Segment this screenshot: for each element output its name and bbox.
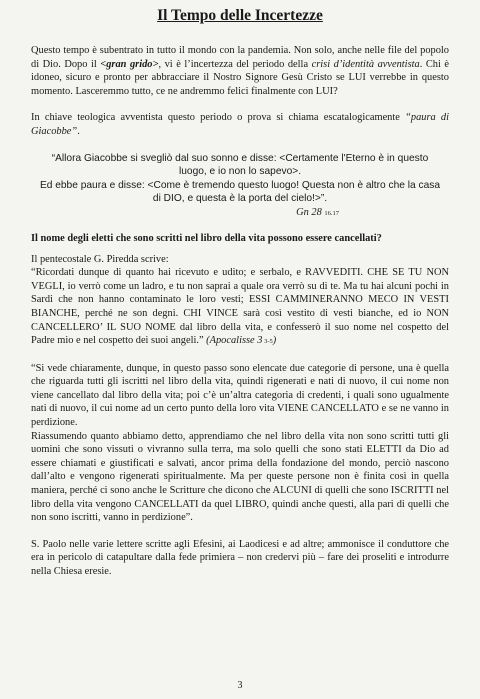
- pentecostal-intro: Il pentecostale G. Piredda scrive:: [31, 253, 169, 265]
- page-number: 3: [237, 680, 243, 691]
- gran-grido-phrase: <gran grido>: [100, 58, 159, 70]
- theology-text: In chiave teologica avventista questo periodo o prova si chiama escatalogicamente: [31, 112, 406, 124]
- genesis-book: Gn 28: [296, 206, 322, 218]
- genesis-verse: 16.17: [324, 209, 339, 217]
- explanation-paragraph-2: Riassumendo quanto abbiamo detto, apprendiamo che nel libro della vita non sono scritti tutti gli uomini che sono vissuti o vivranno sulla terra, ma solo quelli che sono stati ELETTI da Dio ad essere chiamati e giustificati e salvati, ancor prima della fondazione del mondo, perciò nascono dall’alto e vengono rigenerati spiritualmente. Ma per queste persone non è finita così in quella maniera, perché ci sono anche le Scritture che dicono che ALCUNI di quelli che sono ISCRITTI nel libro della vita vengono CANCELLATI da quel LIBRO, quindi anche questi, alla pari di quelli che non sono iscritti, vanno in perdizione”.: [31, 430, 449, 524]
- explanation-paragraph-1: “Si vede chiaramente, dunque, in questo passo sono elencate due categorie di persone, una è quella che riguarda tutti gli iscritti nel libro della vita, quindi rigenerati e nati di nuovo, il cui nome non viene cancellato dal libro della vita; poi c’è un’altra categoria di credenti, i quali sono ugualmente nati di nuovo, il cui nome ad un certo punto della loro vita VIENE CANCELLATO e se ne vanno in perdizione.: [31, 362, 449, 429]
- intro-paragraph: [31, 44, 449, 98]
- theology-paragraph: [31, 111, 449, 138]
- revelation-ref-close: ): [272, 335, 277, 347]
- jacob-fear-phrase: “paura di Giacobbe”: [31, 112, 449, 137]
- crisi-phrase: crisi d’identità avventista: [311, 58, 420, 70]
- intro-text-3: . Chi è idoneo, sicuro e pronto per abbracciare il Nostro Signore Gesù Cristo se LUI verrebbe in questo momento. Lasceremmo tutto, ce ne andremmo felici finalmente con LUI?: [31, 58, 450, 97]
- page-title: Il Tempo delle Incertezze: [157, 7, 323, 24]
- revelation-verse: 3-5: [262, 338, 273, 346]
- genesis-quote-2: Ed ebbe paura e disse: <Come è tremendo questo luogo! Questa non è altro che la casa di DIO, e questa è la porta del cielo!>”.: [39, 179, 441, 205]
- intro-text-1: Questo tempo è subentrato in tutto il mondo con la pandemia. Non solo, anche nelle file del popolo di Dio. Dopo il: [31, 45, 449, 70]
- genesis-quote-1: “Allora Giacobbe si svegliò dal suo sonno e disse: <Certamente l'Eterno è in questo luogo, e io non lo sapevo>.: [51, 152, 429, 178]
- intro-text-2: , vi è l’incertezza del periodo della: [158, 58, 312, 70]
- revelation-text: “Ricordati dunque di quanto hai ricevuto e udito; e serbalo, e RAVVEDITI. CHE SE TU NON VEGLI, io verrò come un ladro, e tu non saprai a quale ora verrò su di te. Ma tu hai alcuni pochi in Sardi che non hanno contaminato le loro vesti; ESSI CAMMINERANNO MECO IN VESTI BIANCHE, perché ne son degni. CHI VINCE sarà così vestito di vesti bianche, ed io NON CANCELLERO’ IL SUO NOME dal libro della vita, e confesserò il suo nome nel cospetto del Padre mio e nel cospetto dei suoi angeli.”: [31, 267, 449, 347]
- section-heading: Il nome degli eletti che sono scritti nel libro della vita possono essere cancellati?: [31, 232, 382, 244]
- theology-end: .: [77, 125, 80, 137]
- paul-paragraph: S. Paolo nelle varie lettere scritte agli Efesini, ai Laodicesi e ad altre; ammonisce il conduttore che era in pericolo di catapultare dalla fede primiera – non credervi più – fare dei proseliti e introdurre nella Chiesa eresie.: [31, 538, 449, 577]
- genesis-reference: [31, 206, 339, 220]
- revelation-quote: [31, 266, 449, 349]
- revelation-ref: (Apocalisse 3: [206, 335, 263, 347]
